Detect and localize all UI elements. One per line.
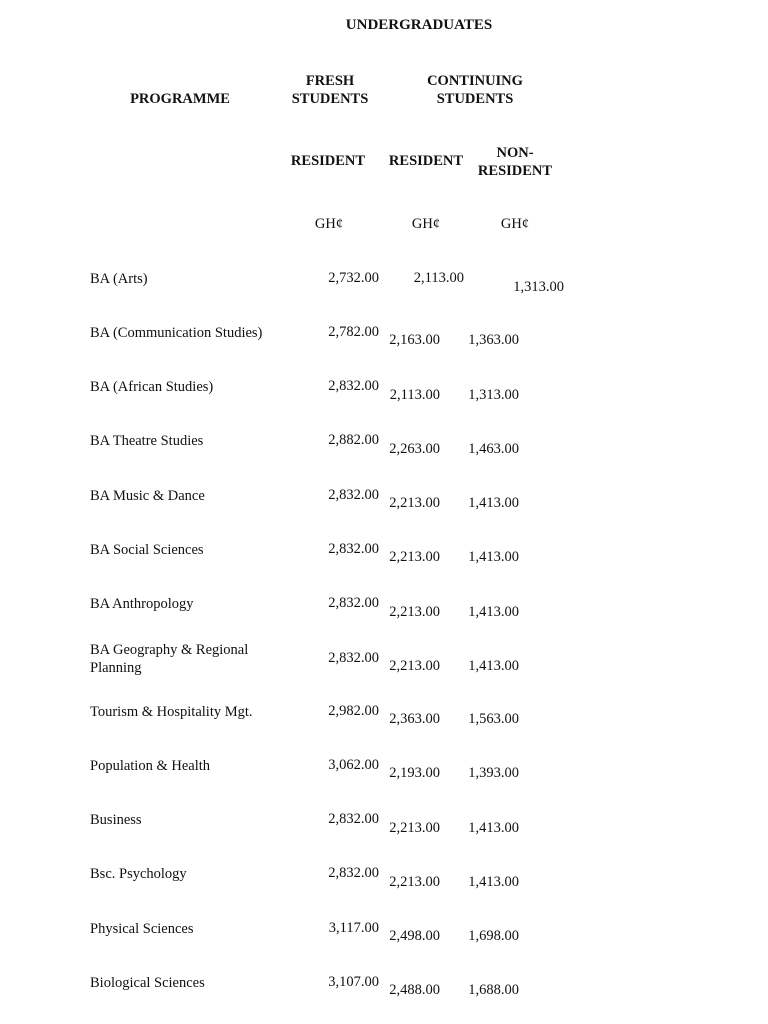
programme-name: BA (Arts): [90, 271, 148, 287]
programme-name: BA Music & Dance: [90, 488, 205, 504]
programme-name: BA Geography & Regional Planning: [90, 642, 249, 676]
fresh-resident-fee: 2,832.00: [328, 378, 379, 394]
continuing-non-resident-fee: 1,413.00: [468, 874, 519, 890]
fresh-resident-fee: 2,732.00: [328, 270, 379, 286]
continuing-non-resident-fee: 1,413.00: [468, 549, 519, 565]
programme-name: Business: [90, 812, 142, 828]
fresh-resident-fee: 3,117.00: [328, 920, 379, 936]
continuing-resident-fee: 2,163.00: [389, 332, 440, 348]
continuing-non-resident-fee: 1,463.00: [468, 441, 519, 457]
continuing-resident-fee: 2,213.00: [389, 874, 440, 890]
continuing-non-resident-fee: 1,413.00: [468, 495, 519, 511]
continuing-resident-fee: 2,363.00: [389, 711, 440, 727]
header-resident-fresh: RESIDENT: [290, 153, 366, 169]
fresh-resident-fee: 2,832.00: [328, 865, 379, 881]
currency-continuing-resident: GH¢: [411, 216, 441, 232]
continuing-non-resident-fee: 1,413.00: [468, 820, 519, 836]
fresh-resident-fee: 3,107.00: [328, 974, 379, 990]
continuing-resident-fee: 2,213.00: [389, 495, 440, 511]
page-title: UNDERGRADUATES: [345, 17, 493, 33]
continuing-resident-fee: 2,213.00: [389, 549, 440, 565]
continuing-resident-fee: 2,213.00: [389, 658, 440, 674]
continuing-resident-fee: 2,213.00: [389, 820, 440, 836]
fresh-resident-fee: 3,062.00: [328, 757, 379, 773]
continuing-non-resident-fee: 1,413.00: [468, 604, 519, 620]
programme-name: Physical Sciences: [90, 921, 194, 937]
continuing-resident-fee: 2,263.00: [389, 441, 440, 457]
header-programme: PROGRAMME: [130, 91, 230, 107]
currency-non-resident: GH¢: [500, 216, 530, 232]
programme-name: Tourism & Hospitality Mgt.: [90, 704, 253, 720]
header-non-resident: NON- RESIDENT: [477, 145, 553, 179]
header-fresh-students: FRESH STUDENTS: [291, 73, 369, 107]
continuing-non-resident-fee: 1,688.00: [468, 982, 519, 998]
header-resident-continuing: RESIDENT: [388, 153, 464, 169]
programme-name: Bsc. Psychology: [90, 866, 187, 882]
continuing-non-resident-fee: 1,698.00: [468, 928, 519, 944]
continuing-non-resident-fee: 1,413.00: [468, 658, 519, 674]
programme-name: BA Anthropology: [90, 596, 194, 612]
currency-fresh-resident: GH¢: [314, 216, 344, 232]
programme-name: BA Social Sciences: [90, 542, 204, 558]
fresh-resident-fee: 2,982.00: [328, 703, 379, 719]
fresh-resident-fee: 2,832.00: [328, 650, 379, 666]
continuing-non-resident-fee: 1,313.00: [468, 387, 519, 403]
programme-name: Population & Health: [90, 758, 211, 774]
programme-name: BA (Communication Studies): [90, 325, 263, 341]
fresh-resident-fee: 2,882.00: [328, 432, 379, 448]
continuing-resident-fee: 2,193.00: [389, 765, 440, 781]
continuing-resident-fee: 2,498.00: [389, 928, 440, 944]
programme-name: BA Theatre Studies: [90, 433, 204, 449]
programme-name: BA (African Studies): [90, 379, 214, 395]
continuing-non-resident-fee: 1,363.00: [468, 332, 519, 348]
continuing-non-resident-fee: 1,393.00: [468, 765, 519, 781]
continuing-resident-fee: 2,113.00: [413, 270, 464, 286]
continuing-resident-fee: 2,113.00: [389, 387, 440, 403]
continuing-resident-fee: 2,213.00: [389, 604, 440, 620]
programme-name: Biological Sciences: [90, 975, 205, 991]
continuing-resident-fee: 2,488.00: [389, 982, 440, 998]
fresh-resident-fee: 2,832.00: [328, 595, 379, 611]
continuing-non-resident-fee: 1,313.00: [513, 279, 564, 295]
fresh-resident-fee: 2,832.00: [328, 811, 379, 827]
header-continuing-students: CONTINUING STUDENTS: [427, 73, 523, 107]
fresh-resident-fee: 2,832.00: [328, 487, 379, 503]
continuing-non-resident-fee: 1,563.00: [468, 711, 519, 727]
fresh-resident-fee: 2,832.00: [328, 541, 379, 557]
fresh-resident-fee: 2,782.00: [328, 324, 379, 340]
